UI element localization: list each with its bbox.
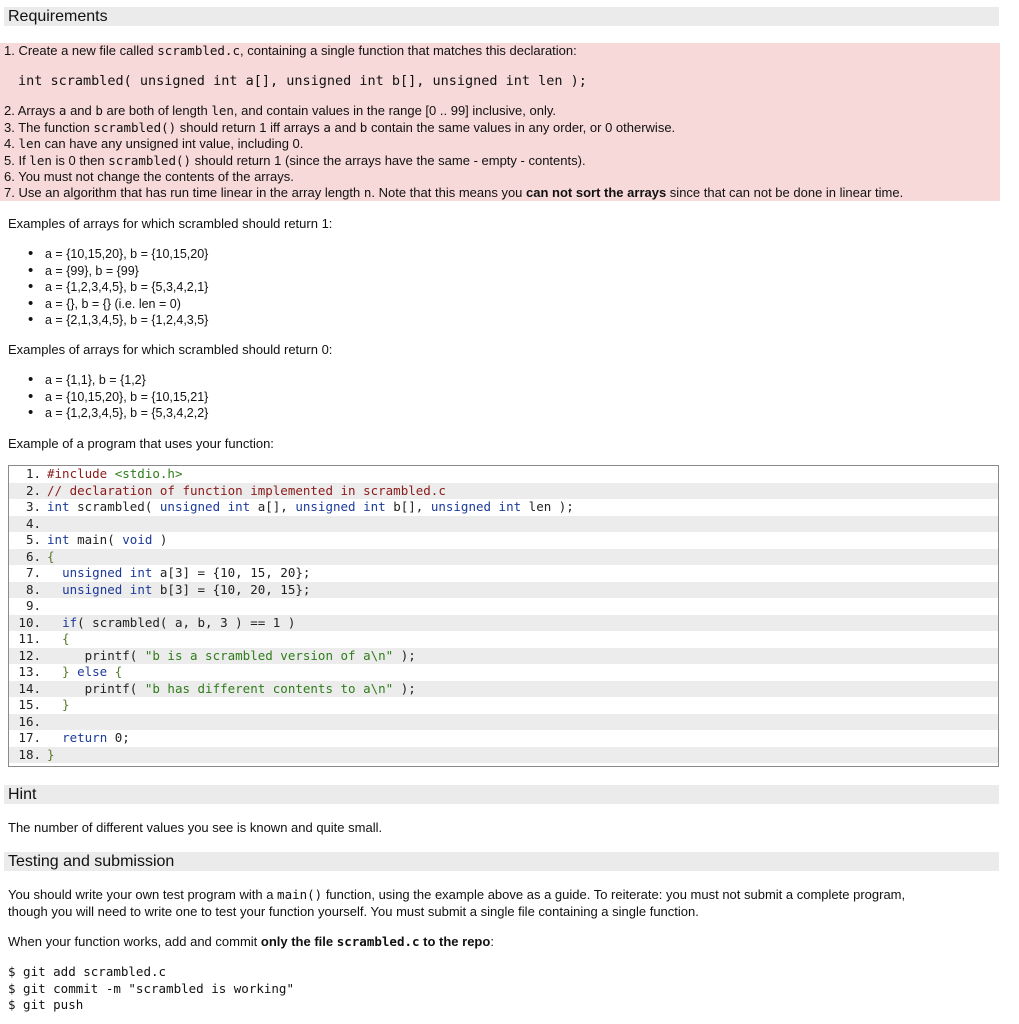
code-line: 3. int scrambled( unsigned int a[], unsigned int b[], unsigned int len ); (25, 499, 574, 514)
code-line: 7. unsigned int a[3] = {10, 15, 20}; (25, 565, 311, 580)
list-item: • a = {1,2,3,4,5}, b = {5,3,4,2,2} (28, 405, 208, 422)
code-line: 16. (9, 714, 998, 731)
examples-false-intro: Examples of arrays for which scrambled should return 0: (8, 342, 333, 357)
requirement-5: 5. If len is 0 then scrambled() should return 1 (since the arrays have the same - empty - contents). (4, 153, 586, 168)
git-command: $ git add scrambled.c (8, 964, 167, 979)
code-line: 14. printf( "b has different contents to a\n" ); (9, 681, 998, 698)
code-line: 8. unsigned int b[3] = {10, 20, 15}; (9, 582, 998, 599)
requirements-box (0, 43, 1000, 201)
program-intro: Example of a program that uses your function: (8, 436, 274, 451)
examples-true-intro: Examples of arrays for which scrambled should return 1: (8, 216, 333, 231)
list-item: • a = {99}, b = {99} (28, 263, 208, 280)
list-item: • a = {10,15,20}, b = {10,15,20} (28, 246, 208, 263)
hint-text: The number of different values you see is known and quite small. (8, 820, 383, 835)
requirements-heading: Requirements (4, 7, 999, 26)
examples-false-list (28, 372, 208, 422)
requirement-3: 3. The function scrambled() should return 1 iff arrays a and b contain the same values in any order, or 0 otherwise. (4, 120, 676, 135)
list-item: • a = {1,2,3,4,5}, b = {5,3,4,2,1} (28, 279, 208, 296)
code-line: 12. printf( "b is a scrambled version of a\n" ); (9, 648, 998, 665)
examples-true-list (28, 246, 208, 329)
code-line: 11. { (18, 631, 70, 646)
git-command: $ git push (8, 997, 84, 1012)
code-line: 18. } (9, 747, 998, 764)
requirement-2: 2. Arrays a and b are both of length len, and contain values in the range [0 .. 99] inclusive, only. (4, 103, 556, 118)
list-item: • a = {2,1,3,4,5}, b = {1,2,4,3,5} (28, 312, 208, 329)
commit-instruction: When your function works, add and commit only the file scrambled.c to the repo: (8, 934, 494, 949)
code-line: 10. if( scrambled( a, b, 3 ) == 1 ) (9, 615, 998, 632)
requirement-1: 1. Create a new file called scrambled.c, containing a single function that matches this declaration: (4, 43, 577, 58)
git-command: $ git commit -m "scrambled is working" (8, 981, 294, 996)
hint-heading: Hint (4, 785, 999, 804)
function-declaration: int scrambled( unsigned int a[], unsigned int b[], unsigned int len ); (18, 73, 587, 89)
requirement-7: 7. Use an algorithm that has run time linear in the array length n. Note that this means you can not sort the arrays since that can not be done in linear time. (4, 185, 904, 200)
requirement-6: 6. You must not change the contents of the arrays. (4, 169, 294, 184)
code-line: 5. int main( void ) (25, 532, 168, 547)
code-listing (8, 465, 999, 767)
code-line: 17. return 0; (18, 730, 130, 745)
code-line: 9. (25, 598, 41, 613)
code-line: 1. #include <stdio.h> (25, 466, 183, 481)
code-line: 15. } (18, 697, 70, 712)
testing-heading: Testing and submission (4, 852, 999, 871)
requirement-4: 4. len can have any unsigned int value, including 0. (4, 136, 304, 151)
code-line: 2. // declaration of function implemented in scrambled.c (9, 483, 998, 500)
code-line: 4. (9, 516, 998, 533)
testing-paragraph-line2: though you will need to write one to test your function yourself. You must submit a single file containing a single function. (8, 904, 699, 919)
list-item: • a = {10,15,20}, b = {10,15,21} (28, 389, 208, 406)
list-item: • a = {}, b = {} (i.e. len = 0) (28, 296, 208, 313)
testing-paragraph-line1: You should write your own test program with a main() function, using the example above as a guide. To reiterate: you must not submit a complete program, (8, 887, 906, 902)
code-line: 13. } else { (18, 664, 123, 679)
code-line: 6. { (9, 549, 998, 566)
list-item: • a = {1,1}, b = {1,2} (28, 372, 208, 389)
